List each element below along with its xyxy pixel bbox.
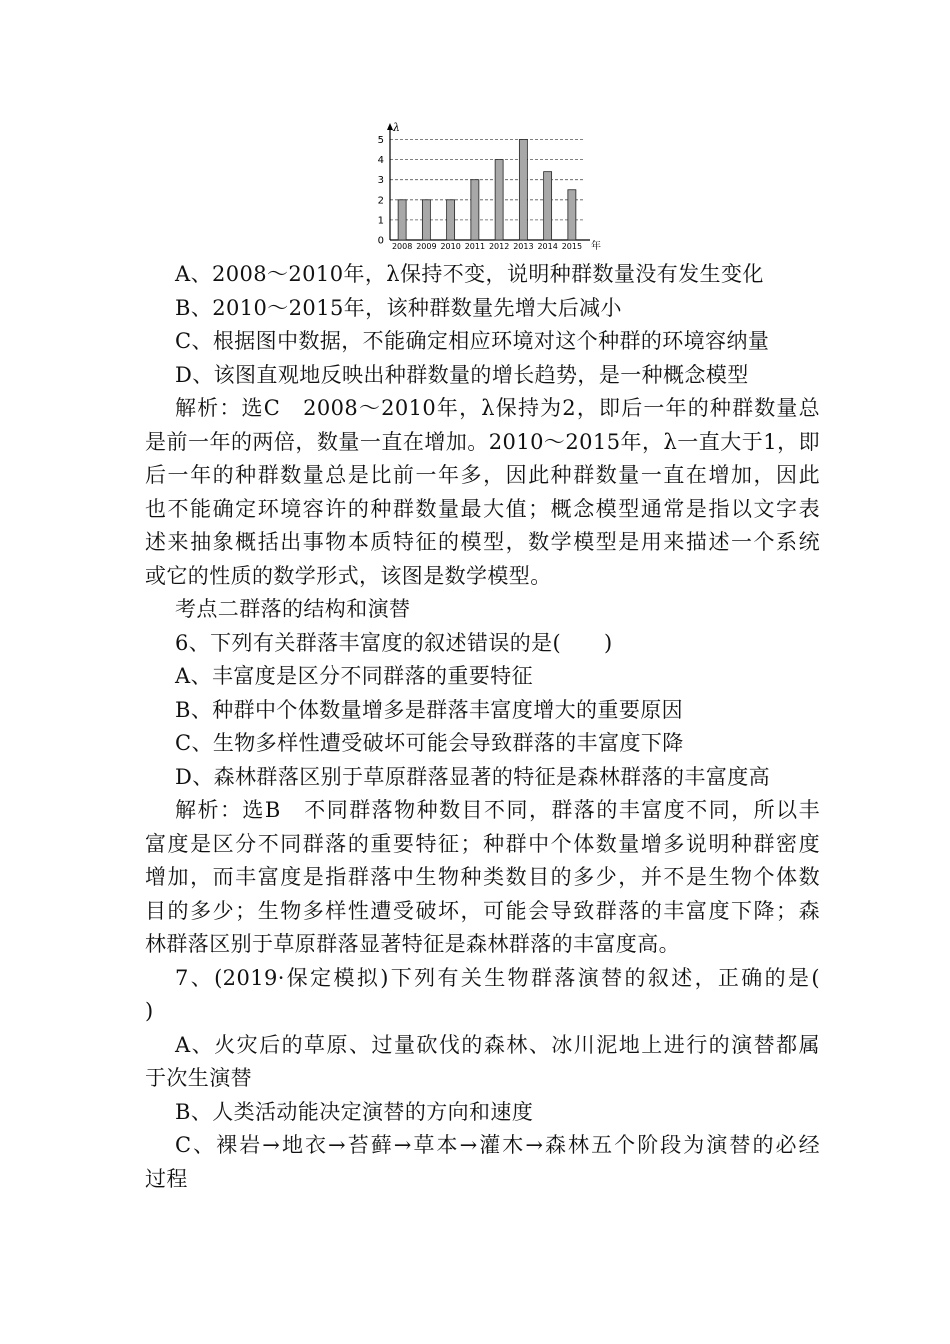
chart-grid xyxy=(390,140,584,220)
analysis-line: 解析：选C 2008～2010年，λ保持为2，即后一年的种群数量总 xyxy=(175,396,820,420)
text-body xyxy=(145,258,820,1196)
option-c-line: C、裸岩→地衣→苔藓→草本→灌木→森林五个阶段为演替的必经 xyxy=(175,1133,820,1157)
analysis-line: 目的多少；生物多样性遭受破坏，可能会导致群落的丰富度下降；森 xyxy=(145,898,820,923)
x-tick-labels xyxy=(392,242,582,251)
lambda-bar-chart xyxy=(372,118,612,254)
analysis-line: 增加，而丰富度是指群落中生物种类数目的多少，并不是生物个体数 xyxy=(145,865,820,889)
y-tick-label: 4 xyxy=(377,155,384,167)
option-a-line: A、火灾后的草原、过量砍伐的森林、冰川泥地上进行的演替都属 xyxy=(175,1032,820,1057)
x-tick-label: 2012 xyxy=(488,242,510,251)
bar xyxy=(495,160,503,240)
x-tick-label: 2009 xyxy=(416,242,437,251)
bar xyxy=(398,200,406,240)
x-tick-label: 2008 xyxy=(391,242,413,251)
y-tick-labels xyxy=(378,135,384,247)
option-b-line: B、人类活动能决定演替的方向和速度 xyxy=(175,1099,534,1124)
option-a-line: A、丰富度是区分不同群落的重要特征 xyxy=(175,664,533,688)
option-a-cont: 于次生演替 xyxy=(145,1066,252,1090)
x-tick-label: 2011 xyxy=(464,242,486,251)
x-tick-label: 2010 xyxy=(440,242,461,251)
question-6: 6、下列有关群落丰富度的叙述错误的是( ) xyxy=(175,630,613,655)
option-c-line: C、根据图中数据，不能确定相应环境对这个种群的环境容纳量 xyxy=(175,329,770,353)
analysis-line: 富度是区分不同群落的重要特征；种群中个体数量增多说明种群密度 xyxy=(145,831,820,856)
option-d-line: D、该图直观地反映出种群数量的增长趋势，是一种概念模型 xyxy=(175,362,749,387)
bar xyxy=(519,140,527,241)
y-axis-label: λ xyxy=(393,121,400,134)
chart-bars xyxy=(398,140,576,241)
analysis-line: 林群落区别于草原群落显著特征是森林群落的丰富度高。 xyxy=(145,932,680,956)
section-heading: 考点二群落的结构和演替 xyxy=(175,597,411,621)
option-b-line: B、种群中个体数量增多是群落丰富度增大的重要原因 xyxy=(175,697,684,722)
x-tick-label: 2014 xyxy=(537,242,558,251)
bar xyxy=(544,172,552,240)
y-tick-label: 5 xyxy=(377,135,384,146)
analysis-line: 或它的性质的数学形式，该图是数学模型。 xyxy=(145,563,552,588)
bar xyxy=(568,190,576,240)
analysis-line: 解析：选B 不同群落物种数目不同，群落的丰富度不同，所以丰 xyxy=(175,798,820,822)
bar xyxy=(422,200,430,240)
y-tick-label: 3 xyxy=(377,175,384,187)
option-d-line: D、森林群落区别于草原群落显著的特征是森林群落的丰富度高 xyxy=(175,764,771,789)
analysis-line: 述来抽象概括出事物本质特征的模型，数学模型是用来描述一个系统 xyxy=(145,530,820,554)
bar xyxy=(447,200,455,240)
option-c-line: C、生物多样性遭受破坏可能会导致群落的丰富度下降 xyxy=(175,731,684,755)
question-7: 7、(2019·保定模拟)下列有关生物群落演替的叙述，正确的是( xyxy=(175,965,820,990)
option-a-line: A、2008～2010年，λ保持不变，说明种群数量没有发生变化 xyxy=(175,262,764,286)
y-tick-label: 0 xyxy=(377,235,384,247)
analysis-line: 后一年的种群数量总是比前一年多，因此种群数量一直在增加，因此 xyxy=(145,463,820,487)
option-b-line: B、2010～2015年，该种群数量先增大后减小 xyxy=(175,295,622,320)
y-tick-label: 2 xyxy=(377,195,384,207)
x-axis-unit: 年 xyxy=(591,241,601,252)
question-7-cont: ) xyxy=(145,999,154,1023)
option-c-cont: 过程 xyxy=(145,1166,188,1191)
analysis-line: 也不能确定环境容许的种群数量最大值；概念模型通常是指以文字表 xyxy=(145,496,820,521)
x-tick-label: 2015 xyxy=(561,242,583,251)
analysis-line: 是前一年的两倍，数量一直在增加。2010～2015年，λ一直大于1，即 xyxy=(145,429,820,454)
y-tick-label: 1 xyxy=(377,215,384,227)
bar xyxy=(471,180,479,240)
x-tick-label: 2013 xyxy=(513,242,534,251)
